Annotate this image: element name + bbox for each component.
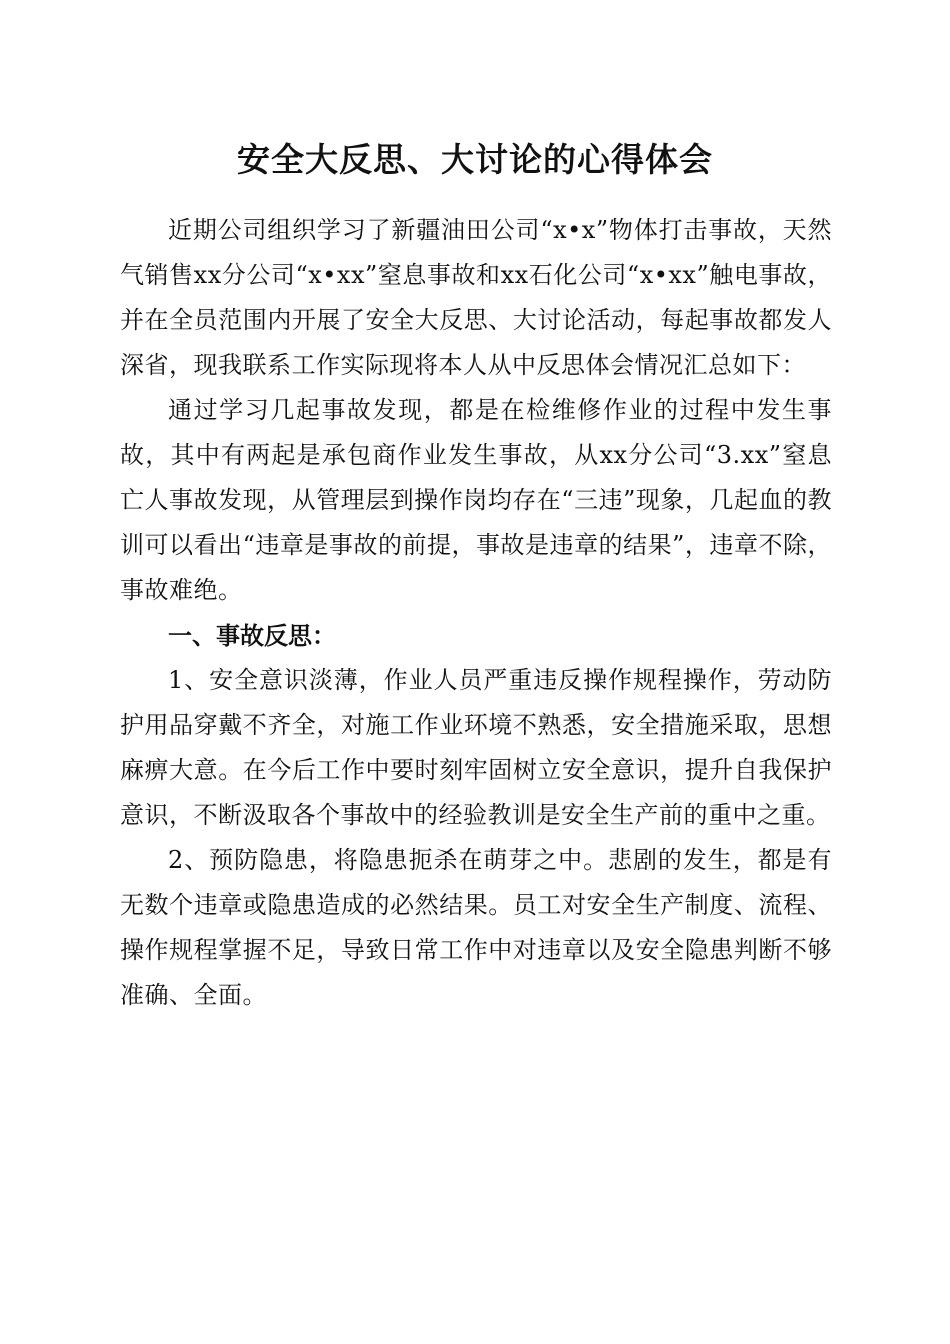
reflection-paragraph-2: 2、预防隐患，将隐患扼杀在萌芽之中。悲剧的发生，都是有无数个违章或隐患造成的必然结果。员工对安全生产制度、流程、操作规程掌握不足，导致日常工作中对违章以及安全隐患判断不够准确、全面。: [120, 846, 832, 1009]
reflection-paragraph-1: 1、安全意识淡薄，作业人员严重违反操作规程操作，劳动防护用品穿戴不齐全，对施工作业环境不熟悉，安全措施采取，思想麻痹大意。在今后工作中要时刻牢固树立安全意识，提升自我保护意识，不断汲取各个事故中的经验教训是安全生产前的重中之重。: [120, 666, 832, 829]
analysis-paragraph: 通过学习几起事故发现，都是在检维修作业的过程中发生事故，其中有两起是承包商作业发生事故，从xx分公司“3.xx”窒息亡人事故发现，从管理层到操作岗均存在“三违”现象，几起血的教训可以看出“违章是事故的前提，事故是违章的结果”，违章不除，事故难绝。: [120, 396, 832, 604]
intro-paragraph: 近期公司组织学习了新疆油田公司“x•x”物体打击事故，天然气销售xx分公司“x•xx”窒息事故和xx石化公司“x•xx”触电事故，并在全员范围内开展了安全大反思、大讨论活动，每起事故都发人深省，现我联系工作实际现将本人从中反思体会情况汇总如下：: [120, 216, 832, 379]
section-heading: 一、事故反思：: [168, 621, 336, 650]
document-title: 安全大反思、大讨论的心得体会: [237, 140, 713, 179]
document-body: [120, 208, 832, 1018]
